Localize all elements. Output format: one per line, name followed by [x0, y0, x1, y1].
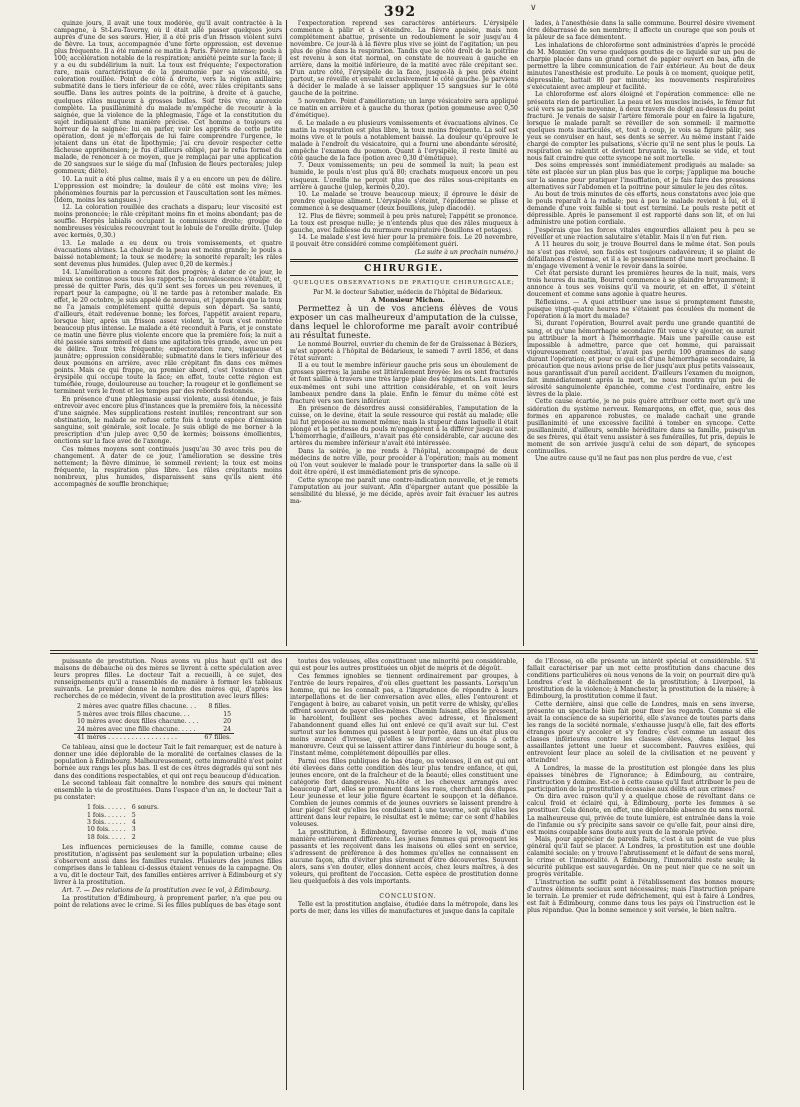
section-divider [50, 650, 758, 651]
table-cell: 1 fois. . . . . . [87, 811, 126, 819]
table-total-row [74, 733, 234, 741]
paragraph: de l'Écosse, où elle présente un intérêt spécial et considérable. S'il fallait caractériser par un mot cette prostitution dans chacune des conditions particulières où nous venons de la voir, on pourrait dire qu'à Londres c'est le déchaînement de la prostitution; à Liverpool, la prostitution de la violence; à Manchester, la prostitution de la misère; à Édimbourg, la prostitution comme il faut. [527, 658, 755, 701]
paragraph: Le second tableau fait connaître le nombre des sœurs qui mènent ensemble la vie de prostituées. Dans l'espace d'un an, le docteur Tait a pu constater: [54, 780, 282, 802]
column-divider [286, 20, 287, 646]
table-cell: 5 mères avec trois filles chacune. . . [77, 710, 190, 718]
section-rule [290, 275, 518, 276]
table-cell: 2 [131, 833, 136, 841]
table-cell: 15 [223, 710, 232, 718]
article-heading: Art. 7. — Des relations de la prostitution avec le vol, à Édimbourg. [62, 887, 271, 894]
table-row [74, 711, 234, 718]
table-cell: 10 fois. . . . . [87, 826, 126, 834]
table-row [74, 703, 234, 710]
paragraph: Les inhalations de chloroforme sont administrées d'après le procédé de M. Monnier. On verse quelques gouttes de ce liquide sur un peu de charpie placée dans un grand cornet de papier ouvert en bas, afin de permettre la libre communication de l'air extérieur. Au bout de deux minutes l'anesthésie est produite. Le pouls à ce moment, quoique petit, dépressible, battait 80 par minute; les mouvements respiratoires s'exécutaient avec ampleur et facilité. [527, 41, 755, 91]
table-row [84, 826, 162, 833]
intro-paragraph: Permettez à un de vos anciens élèves de vous exposer un cas malheureux d'amputation de la cuisse, dans lequel le chloroforme me paraît avoir contribué au résultat funeste. [290, 303, 518, 341]
table-row [84, 834, 162, 841]
table-cell: 41 mères . . . . . . . . . . . . . . . . . . [74, 733, 201, 741]
paragraph: Telle est la prostitution anglaise, étudiée dans la métropole, dans les ports de mer, dans les villes de manufactures et jusque dans la capitale [290, 900, 518, 915]
continued-note: (La suite à un prochain numéro.) [414, 249, 518, 256]
paragraph: A Londres, la masse de la prostitution est plongée dans les plus épaisses ténèbres de l'ignorance; à Édimbourg, au contraire, l'instruction y domine. Est-ce à cette cause qu'il faut attribuer le peu de participation de la prostitution écossaise aux délits et aux crimes? [527, 764, 755, 793]
bottom-column-2 [290, 658, 518, 1093]
table-row [74, 726, 234, 734]
conclusion-heading: CONCLUSION. [379, 893, 437, 900]
paragraph: Le chloroforme est alors éloigné et l'opération commence: elle ne présenta rien de particulier. La peau et les muscles incisés, le fémur fut scié vers sa partie moyenne, à deux travers de doigt au-dessus du point fracturé. Je venais de saisir l'artère fémorale pour en faire la ligature, lorsque le malade paraît se réveiller de son sommeil: il marmotte quelques mots inarticulés, et, tout à coup, je vois sa figure pâlir, ses yeux se convulser en haut, ses dents se serrer. Au même instant l'aide chargé de compter les pulsations, s'écrie qu'il ne sent plus le pouls. La respiration se ralentit et devient bruyante, la vessie se vide, et tout nous fait craindre que cette syncope ne soit mortelle. [527, 91, 755, 162]
paragraph: Cette dernière, ainsi que celle de Londres, mais en sens inverse, présente un spectacle bien fait pour fixer les regards. Comme si elle avait la conscience de sa supériorité, elle s'avance de toutes parts dans les rangs de la société normale, s'exhausse jusqu'à elle, fait des efforts étranges pour s'y accoler et s'y fondre; c'est comme un assaut des classes inférieures contre les classes élevées, dans lequel les assaillantes jettent une lueur et succombent. Pauvres exilées, qui entrevoient leur place au soleil de la civilisation et ne peuvent y atteindre! [527, 700, 755, 765]
table-cell: 24 [223, 725, 232, 733]
table-row [84, 819, 162, 826]
paragraph: 14. L'amélioration a encore fait des progrès; à dater de ce jour, le mieux se continue sous tous les rapports; la convalescence s'établit; et, pressé de quitter Paris, dès qu'il sent ses forces un peu revenues, il repart pour la campagne, où il ne tarde pas à retomber malade. En effet, le 20 octobre, je suis appelé de nouveau, et j'apprends que la toux ne l'a jamais complétement quitté depuis son départ. Sa santé, d'ailleurs, était redevenue bonne; les forces, l'appétit avaient reparu, lorsque hier, après un frisson assez violent, la toux s'est montrée beaucoup plus intense. Le malade a été reconduit à Paris, et je constate ce matin une fièvre plus violente encore que la première fois; la nuit a été passée sans sommeil et dans une agitation très grande, avec un peu de délire. Toux très fréquente; expectoration rare, visqueuse et jaunâtre; oppression considérable; submatité dans le tiers inférieur des deux poumons en arrière, avec râle crépitant fin dans ces mêmes points. Mais ce qui frappe, au premier abord, c'est l'existence d'un érysipèle qui occupe toute la face; en effet, toute cette région est tuméfiée, rouge, douloureuse au toucher; la rougeur et le gonflement se terminent vers le front et les tempes par des rebords festonnés. [54, 268, 282, 396]
paragraph: Ces femmes ignobles se tiennent ordinairement par groupes, à l'entrée de leurs repaires, d'où elles guettent les passants. Lorsqu'un homme, qui ne les connaît pas, a l'imprudence de répondre à leurs interpellations et de lier conversation avec elles, elles l'entourent et l'engagent à boire, au cabaret voisin, un petit verre de whisky, qu'elles offrent souvent de payer elles-mêmes. Chemin faisant, elles le pressent, le harcèlent, fouillent ses poches avec adresse, et finalement l'abandonnent quand elles lui ont enlevé ce qu'il avait sur lui. C'est surtout sur les hommes qui passent à leur portée, dans un état plus ou moins avancé d'ivresse, qu'elles se livrent avec succès à cette manœuvre. Ceux qui se laissent attirer dans l'intérieur du bouge sont, à l'instant même, complétement dépouillés par elles. [290, 672, 518, 758]
paragraph: Ce tableau, ainsi que le docteur Tait le fait remarquer, est de nature à donner une idée déplorable de la moralité de certaines classes de la population à Édimbourg. Malheureusement, cette immoralité n'est point bornée aux rangs les plus bas. Il est de ces êtres dégradés qui sont nés dans des conditions respectables, et qui ont reçu beaucoup d'éducation. [54, 744, 282, 780]
table-cell: 4 [131, 819, 136, 826]
table-row [84, 804, 162, 811]
column-divider [523, 20, 524, 646]
table-cell: 3 fois. . . . . . [87, 819, 126, 826]
bottom-column-3 [527, 658, 755, 1093]
byline: Par M. le docteur Sabatier, médecin de l'hôpital de Bédarieux. [313, 289, 503, 297]
paragraph: La prostitution, à Édimbourg, favorise encore le vol, mais d'une manière entièrement différente. Les jeunes femmes qui provoquent les passants et les reçoivent dans les maisons où elles sont en service, s'adressent de préférence à des hommes qu'elles ne connaissent en aucune façon, afin d'éviter plus sûrement d'être découvertes. Souvent alors, sans s'en douter, elles donnent accès, chez leurs maîtres, à des voleurs, qui profitent de l'occasion. Cette espèce de prostitution donne lieu quelquefois à des vols importants. [290, 828, 518, 885]
paragraph: Parmi ces filles publiques de bas étage, ou voleuses, il en est qui ont été élevées dans cette condition dès leur plus tendre enfance, et qui, jeunes encore, ont de la fraîcheur et de la beauté; elles constituent une catégorie fort dangereuse. Nu-tête et les cheveux arrangés avec beaucoup d'art, elles se promènent dans les rues, cherchant des dupes. Leur jeunesse et leur jolie figure écartent le soupçon et la défiance. Combien de jeunes commis et de jeunes ouvriers se laissent prendre à leur piége! Soit qu'elles les conduisent à une taverne, soit qu'elles les attirent dans leur repaire, le résultat est le même; car ce sont d'habiles voleuses. [290, 757, 518, 829]
paragraph: J'espérais que les forces vitales engourdies allaient peu à peu se réveiller et une réaction salutaire s'établir. Mais il n'en fut rien. [527, 226, 755, 241]
table-cell: 6 sœurs. [131, 804, 160, 812]
paragraph: Il a eu tout le membre inférieur gauche pris sous un éboulement de grosses pierres; la jambe est littéralement broyée: les os sont fracturés et font saillie à travers une très large plaie des téguments. Les muscles eux-mêmes ont subi une attrition considérable, et on voit leurs lambeaux pendre dans la plaie. Enfin le fémur du même côté est fracturé vers son tiers inférieur. [290, 362, 518, 405]
paragraph: toutes des voleuses, elles constituent une minorité peu considérable, qui est pour les autres prostituées un objet de mépris et de dégoût. [290, 658, 518, 673]
page-number: 392 [383, 4, 417, 20]
paragraph: En présence de désordres aussi considérables, l'amputation de la cuisse, on le devine, était la seule ressource qui restât au malade; elle lui fut proposée au moment même; mais la stupeur dans laquelle il était plongé et la petitesse du pouls m'engagèrent à la différer jusqu'au soir. L'hémorrhagie, d'ailleurs, n'avait pas été considérable, car aucune des artères du membre inférieur n'avait été intéressée. [290, 405, 518, 448]
ink-mark-icon: ∨ [530, 3, 537, 13]
table-cell: 24 mères avec une fille chacune. . . . . [77, 725, 196, 733]
table-row [84, 812, 162, 819]
paragraph: 14. Le malade s'est levé hier pour la première fois. Le 20 novembre, il pouvait être considéré comme complétement guéri. [290, 234, 518, 249]
table-cell: 2 mères avec quatre filles chacune. . . [77, 703, 197, 711]
paragraph: Si, durant l'opération, Bourrel avait perdu une grande quantité de sang, et qu'une hémorrhagie secondaire fût venue s'y ajouter, on aurait pu attribuer la mort à l'hémorrhagie. Mais une pareille cause est impossible à admettre, parce que cet homme, qui paraissait vigoureusement constitué, n'avait pas perdu 100 grammes de sang durant l'opération; et pour ce qui est d'une hémorrhagie secondaire, la précaution que nous avions prise de lier jusqu'aux plus petits vaisseaux, nous garantissait d'un pareil accident. D'ailleurs l'examen du moignon, fait immédiatement après la mort, ne nous montra qu'un peu de sérosité sanguinolente épanchée, comme c'est l'ordinaire, entre les lèvres de la plaie. [527, 320, 755, 398]
sisters-table [84, 804, 162, 841]
column-divider [286, 658, 287, 1090]
paragraph: 12. La coloration rouillée des crachats a disparu; leur viscosité est moins prononcée; le râle crépitant moins fin et moins abondant; pas de souffle. Herpès labialis occupant la commissure droite; groupe de nombreuses vésicules recouvrant tout le lobule de l'oreille droite. (Julep avec kermès, 0,30.) [54, 204, 282, 240]
table-cell: 8 filles. [208, 703, 232, 711]
paragraph: Le nommé Bourrel, ouvrier du chemin de fer de Graissenac à Béziers, m'est apporté à l'hôpital de Bédarieux, le samedi 7 avril 1856, et dans l'état suivant: [290, 340, 518, 362]
paragraph: Au bout de trois minutes de ces efforts, nous constatons avec joie que le pouls reparaît à la radiale; peu à peu le malade revient à lui, et il demande d'une voix faible si tout est terminé. Le pouls reste petit et dépressible. Après le pansement il est rapporté dans son lit, et on lui administre une potion cordiale. [527, 191, 755, 227]
table-cell: 1 fois. . . . . . [87, 804, 126, 812]
paragraph: puissante de prostitution. Nous avons vu plus haut qu'il est des maisons de débauche où des mères se livrent à cette spéculation avec leurs propres filles. Le docteur Tait a recueilli, à ce sujet, des renseignements qu'il a rassemblés de manière à former les tableaux suivants. Le premier donne le nombre des mères qui, d'après les recherches de ce médecin, vivent de la prostitution avec leurs filles: [54, 658, 282, 701]
top-column-1 [54, 20, 282, 648]
paragraph: Mais, pour apprécier de pareils faits, c'est à un point de vue plus général qu'il faut se placer. A Londres, la prostitution est une double calamité sociale: on y trouve l'abrutissement et le défaut de sens moral, le crime et l'immoralité. A Édimbourg, l'immoralité reste seule; la sécurité publique est sauvegardée. On ne peut nier que ce ne soit un progrès véritable. [527, 836, 755, 879]
table-cell: 67 filles. [201, 733, 234, 741]
section-rule [290, 259, 518, 262]
paragraph: L'instruction ne suffit point à l'établissement des bonnes mœurs; d'autres éléments sociaux sont nécessaires; mais l'instruction prépare le terrain. Le premier et rude défrichement, qui est à faire à Londres, est fait à Édimbourg, comme dans tous les pays où l'instruction est le plus répandue. Que la bonne semence y soit versée, le bien naîtra. [527, 878, 755, 915]
paragraph: Cette cause écartée, je ne puis guère attribuer cette mort qu'à une sidération du système nerveux. Remarquons, en effet, que, sous des formes en apparence robustes, ce malade cachait une grande pusillanimité et une excessive facilité à tomber en syncope. Cette pusillanimité, d'ailleurs, semble héréditaire dans sa famille, puisqu'un de ses frères, qui était venu assister à ses funérailles, fut pris, depuis le moment de son arrivée jusqu'à celui de son départ, de syncopes continuelles. [527, 398, 755, 455]
paragraph: 10. Le malade se trouve beaucoup mieux; il éprouve le désir de prendre quelque aliment. L'érysipèle s'éteint, l'épiderme se plisse et commence à se desquamer (deux bouillons, julep diacodé). [290, 191, 518, 213]
paragraph: 12. Plus de fièvre; sommeil à peu près naturel; l'appétit se prononce. La toux est presque nulle; je n'entends plus que des râles muqueux à gauche, avec faiblesse du murmure respiratoire (bouillons et potages). [290, 212, 518, 234]
paragraph: l'expectoration reprend ses caractères antérieurs. L'érysipèle commence à pâlir et à s'éteindre. La fièvre apaisée, mais non complétement abattue, présente un redoublement le soir jusqu'au 4 novembre. Ce jour-là à la fièvre plus vive se joint de l'agitation; un peu plus de gêne dans la respiration. Tandis que le côté droit de la poitrine est revenu à son état normal, on constate de nouveau à gauche en arrière, dans la moitié inférieure, de la matité avec râle crépitant sec. D'un autre côté, l'érysipèle de la face, jusque-là à peu près éteint partout, se réveille et envahit exclusivement le côté gauche. Je parviens à décider le malade à se laisser appliquer 15 sangsues sur le côté gauche de la poitrine. [290, 20, 518, 98]
paragraph: Des soins empressés sont immédiatement prodigués au malade: sa tête est placée sur un plan plus bas que le corps; j'applique ma bouche sur la sienne pour pratiquer l'insufflation, et je fais faire des pressions alternatives sur l'abdomen et la poitrine pour simuler le jeu des côtes. [527, 162, 755, 191]
paragraph: Cet état persiste durant les premières heures de la nuit, mais, vers trois heures du matin, Bourrel commence à se plaindre bruyamment; il annonce à tous ses voisins qu'il va mourir, et en effet, il s'éteint doucement et comme sans agonie à quatre heures. [527, 270, 755, 299]
paragraph: 13. Le malade a eu deux ou trois vomissements, et quatre évacuations alvines. La chaleur de la peau est moins grande; le pouls a baissé notablement; la toux se modère; la sonorité reparaît; les râles sont devenus plus humides. (Julep avec 0,20 de kermès.) [54, 239, 282, 269]
paragraph: quinze jours, il avait une toux modérée, qu'il avait contractée à la campagne, à St-Leu-Taverny, où il était allé passer quelques jours auprès d'une de ses sœurs. Hier, il a été pris d'un frisson violent suivi de fièvre. La toux, accompagnée d'une forte oppression, est devenue plus fréquente. Il a été ramené ce matin à Paris. Fièvre intense; pouls à 100; accélération notable de la respiration; anxiété peinte sur la face; il y a eu du subdélirium la nuit. La toux est fréquente; l'expectoration rare, mais caractéristique de la pneumonie par sa viscosité, sa coloration rouillée. Point de côté à droite, vers la région axillaire; submatité dans le tiers inférieur de ce côté, avec râles crépitants sans souffle. Dans les autres points de la poitrine, à droite et à gauche, quelques râles muqueux à grosses bulles. Soif très vive; anorexie complète. La pusillanimité du malade m'empêche de recourir à la saignée, que la violence de la phlegmasie, l'âge et la constitution du sujet indiquaient d'une manière précise. Cet homme a toujours eu horreur de la saignée: lui en parler, voir les apprêts de cette petite opération, dont je m'efforçais de lui faire comprendre l'urgence, le jetaient dans un état de lipothymie; j'ai cru devoir respecter cette fâcheuse appréhension; je fus d'ailleurs obligé, par le refus formel du malade, de renoncer à ce moyen, que je remplaçai par une application de 20 sangsues sur le siége du mal (Infusion de fleurs pectorales; julep gommeux; diète). [54, 20, 282, 175]
column-divider [523, 658, 524, 1090]
section-title: CHIRURGIE. [364, 264, 444, 275]
paragraph: Réflexions. — A quoi attribuer une issue si promptement funeste, puisque vingt-quatre heures ne s'étaient pas écoulées du moment de l'opération à la mort du malade? [527, 298, 755, 320]
paragraph: Ces mêmes moyens sont continués jusqu'au 30 avec très peu de changement. A dater de ce jour, l'amélioration se dessine très nettement; la fièvre diminue, le sommeil revient; la toux est moins fréquente, la respiration plus libre. Les râles crépitants moins nombreux, plus humides, disparaissent sans qu'ils aient été accompagnés de souffle bronchique; [54, 445, 282, 489]
top-column-2 [290, 20, 518, 648]
paragraph: Les influences pernicieuses de la famille, comme cause de prostitution, n'agissent pas seulement sur la population urbaine; elles s'observent aussi dans les familles rurales. Plusieurs des jeunes filles comprises dans le tableau ci-dessus étaient venues de la campagne. On a vu, dit le docteur Tait, des familles entières arriver à Édimbourg et s'y livrer à la prostitution. [54, 844, 282, 887]
top-column-3 [527, 20, 755, 648]
bottom-column-1 [54, 658, 282, 1093]
table-cell: 5 [131, 811, 136, 819]
section-divider [50, 653, 758, 654]
paragraph: 10. La nuit a été plus calme, mais il y a eu encore un peu de délire. L'oppression est moindre; la douleur de côté est moins vive; les phénomènes fournis par la percussion et l'auscultation sont les mêmes. (Idem, moins les sangsues.) [54, 175, 282, 204]
paragraph: 7. Deux vomissements; un peu de sommeil la nuit; la peau est humide, le pouls n'est plus qu'à 80; crachats muqueux encore un peu visqueux. L'oreille ne perçoit plus que des râles sous-crépitants en arrière à gauche (julep, kermès 0,20). [290, 162, 518, 191]
table-cell: 10 mères avec deux filles chacune. . . . [77, 718, 199, 726]
paragraph: 5 novembre. Point d'amélioration; un large vésicatoire sera appliqué ce matin en arrière et à gauche du thorax (potion gommeuse avec 0,50 d'émétique). [290, 98, 518, 120]
paragraph: Une autre cause qu'il ne faut pas non plus perdre de vue, c'est [535, 455, 732, 463]
paragraph: Dans la soirée, je me rends à l'hôpital, accompagné de deux médecins de notre ville, pour procéder à l'opération; mais au moment où l'on veut soulever le malade pour le transporter dans la salle où il doit être opéré, il est immédiatement pris de syncope. [290, 447, 518, 477]
paragraph: On dira avec raison qu'il y a quelque chose de révoltant dans ce calcul froid et éclairé qui, à Édimbourg, porte les femmes à se prostituer. Cela dénote, en effet, une déplorable absence du sens moral. La malheureuse qui, privée de toute lumière, est entraînée dans la voie de l'infamie ou s'y précipite sans savoir ce qu'elle fait, pour ainsi dire, est moins coupable sans doute aux yeux de la morale privée. [527, 793, 755, 836]
table-cell: 20 [223, 718, 232, 726]
table-row [74, 718, 234, 725]
paragraph: lades, à l'anesthésie dans la salle commune. Bourrel désire vivement être débarrassé de son membre; il affecte un courage que son pouls et la pâleur de sa face démentent. [527, 20, 755, 42]
paragraph: 6. Le malade a eu plusieurs vomissements et évacuations alvines. Ce matin la respiration est plus libre, la toux moins fréquente. La soif est moins vive et le pouls a notablement baissé. La douleur qu'éprouve le malade à l'endroit du vésicatoire, qui a fourni une abondante sérosité, empêche l'examen du poumon. Quant à l'érysipèle, il reste limité au côté gauche de la face (potion avec 0,30 d'émétique). [290, 119, 518, 162]
mothers-table [74, 703, 234, 741]
addressee: A Monsieur Michon. [371, 295, 445, 304]
paragraph: Cette syncope me paraît une contre-indication nouvelle, et je remets l'amputation au jour suivant. Afin d'épargner autant que possible la sensibilité du blessé, je me décide, après avoir fait évacuer les autres ma- [290, 476, 518, 505]
table-cell: 3 [131, 826, 136, 834]
subsection-title: QUELQUES OBSERVATIONS DE PRATIQUE CHIRURGICALE; [293, 280, 515, 287]
paragraph: La prostitution d'Édimbourg, à proprement parler, n'a que peu ou point de relations avec le crime. Si les filles publiques de bas étage sont [54, 894, 282, 909]
paragraph: A 11 heures du soir, je trouve Bourrel dans le même état. Son pouls ne s'est pas relevé, son faciès est toujours cadavéreux; il se plaint de défaillances d'estomac, et il a le pressentiment d'une mort prochaine. Il m'engage vivement à venir le revoir dans la soirée. [527, 241, 755, 270]
table-cell: 18 fois. . . . . [87, 833, 126, 841]
paragraph: En présence d'une phlegmasie aussi violente, aussi étendue, je fais entrevoir avec encore plus d'instances que la première fois, la nécessité d'une saignée. Mes supplications restent inutiles; rencontrant sur son obstination, le malade se refuse cette fois à toute espèce d'émission sanguine, soit générale, soit locale. Je suis obligé de me borner à la prescription d'un julep avec 0,50 de kermès; boissons émollientes, onctions sur la face avec de l'axonge. [54, 395, 282, 446]
